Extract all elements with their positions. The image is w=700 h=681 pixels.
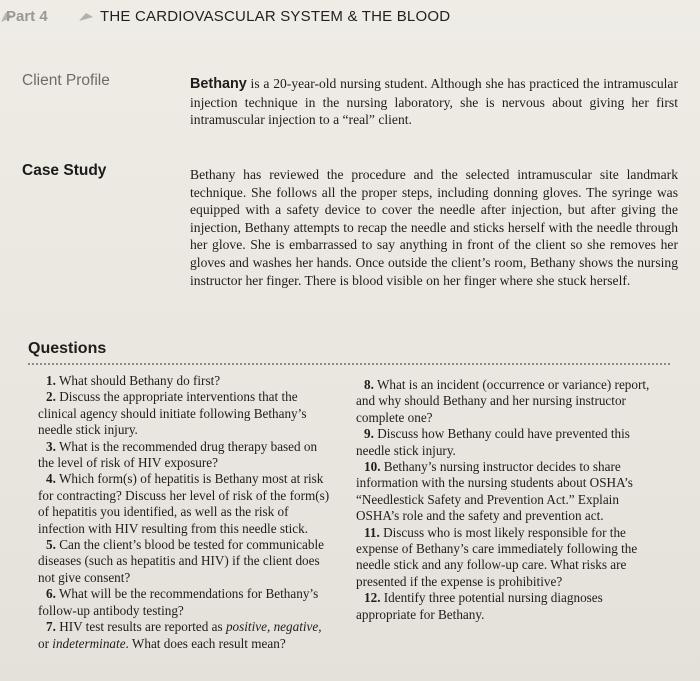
client-name: Bethany: [190, 76, 247, 92]
question-item: 9. Discuss how Bethany could have prevented this needle stick injury.: [356, 426, 630, 458]
client-profile-label: Client Profile: [22, 72, 110, 89]
question-item: 6. What will be the recommendations for Bethany’s follow-up antibody testing?: [38, 586, 319, 618]
question-item: 8. What is an incident (occurrence or variance) report, and why should Bethany and her nursing instructor complete one?: [356, 377, 650, 425]
question-item: 4. Which form(s) of hepatitis is Bethany most at risk for contracting? Discuss her level of risk of the form(s) of hepatitis you identified, as well as the risk of infection with HIV resulting from this needle stick.: [38, 471, 330, 536]
questions-title: Questions: [28, 340, 107, 357]
page-header: [0, 6, 700, 28]
question-item: 10. Bethany’s nursing instructor decides to share information with the nursing students about OSHA’s “Needlestick Safety and Prevention Act.” Explain OSHA’s role and the safety and prevention act.: [356, 459, 633, 524]
question-item: 7. HIV test results are reported as positive, negative, or indeterminate. What does each result mean?: [38, 619, 322, 651]
client-profile-body: is a 20-year-old nursing student. Although she has practiced the intramuscular injection technique in the nursing laboratory, she is nervous about giving her first intramuscular injection to a “real” client.: [190, 76, 678, 128]
question-item: 2. Discuss the appropriate interventions that the clinical agency should initiate following Bethany’s needle stick injury.: [38, 389, 307, 438]
questions-left-column: [38, 373, 330, 652]
chapter-bullet-icon: [78, 11, 94, 23]
question-item: 11. Discuss who is most likely responsible for the expense of Bethany’s care immediately following the needle stick and any follow-up care. What risks are presented if the expense is prohibitive?: [356, 524, 638, 589]
question-item: 3. What is the recommended drug therapy based on the level of risk of HIV exposure?: [38, 438, 318, 471]
client-profile-text: [190, 75, 678, 129]
case-study-text: Bethany has reviewed the procedure and the selected intramuscular site landmark technique. She follows all the proper steps, including donning gloves. The syringe was equipped with a safety device to cover the needle after injection, but after giving the injection, Bethany attempts to recap the needle and sticks herself with the needle through her glove. She is embarrassed to say anything in front of the client so she removes her gloves and washes her hands. Once outside the client’s room, Bethany shows the nursing instructor her finger. There is blood visible on her finger where she stuck herself.: [190, 167, 678, 288]
questions-divider: [28, 363, 670, 365]
part-label: Part 4: [6, 8, 48, 25]
question-item: 12. Identify three potential nursing diagnoses appropriate for Bethany.: [356, 590, 603, 622]
case-study-label: Case Study: [22, 162, 107, 179]
questions-right-column: [356, 377, 656, 623]
question-item: 1. What should Bethany do first?: [46, 373, 221, 388]
question-item: 5. Can the client’s blood be tested for communicable diseases (such as hepatitis and HIV) if the client does not give consent?: [38, 537, 324, 585]
chapter-title: THE CARDIOVASCULAR SYSTEM & THE BLOOD: [100, 8, 451, 25]
